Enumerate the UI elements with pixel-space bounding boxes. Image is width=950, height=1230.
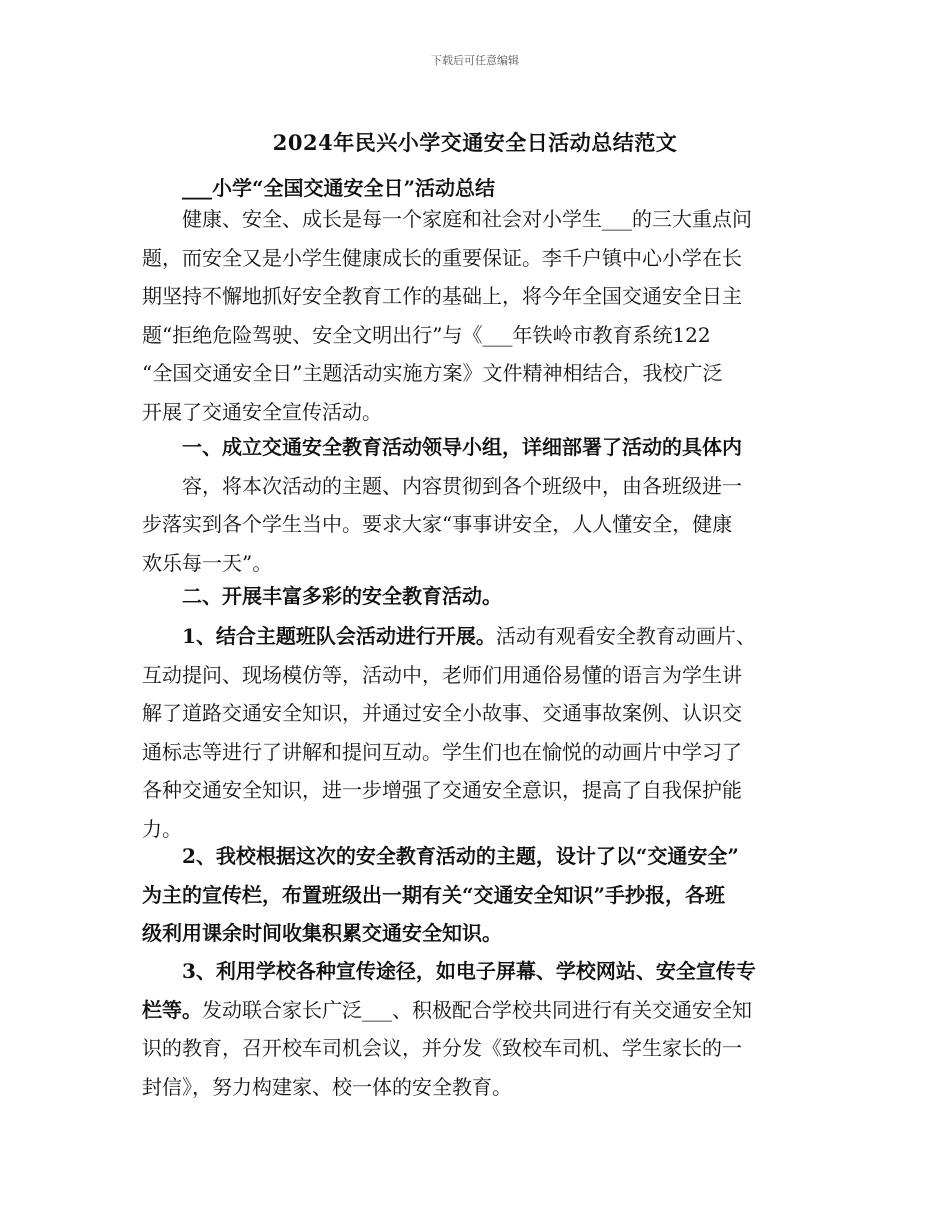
section-one bbox=[142, 428, 810, 582]
item-one bbox=[142, 617, 810, 848]
text-line: 2、我校根据这次的安全教育活动的主题，设计了以“交通安全” bbox=[182, 844, 739, 868]
text-line: 通标志等进行了讲解和提问互动。学生们也在愉悦的动画片中学习了 bbox=[142, 739, 742, 764]
text-line: 题，而安全又是小学生健康成长的重要保证。李千户镇中心小学在长 bbox=[142, 245, 742, 270]
text-line: 封信》，努力构建家、校一体的安全教育。 bbox=[142, 1074, 512, 1099]
section-two bbox=[142, 577, 810, 616]
text-line: 识的教育，召开校车司机会议，并分发《致校车司机、学生家长的一 bbox=[142, 1036, 742, 1060]
text-line: 级利用课余时间收集积累交通安全知识。 bbox=[142, 921, 502, 945]
document-title: 2024年民兴小学交通安全日活动总结范文 bbox=[272, 130, 678, 155]
section-heading: 一、成立交通安全教育活动领导小组，详细部署了活动的具体内 bbox=[182, 435, 742, 459]
text-line: 力。 bbox=[142, 816, 182, 841]
item-lead: 1、结合主题班队会活动进行开展。 bbox=[182, 624, 496, 648]
text-line: 为主的宣传栏，布置班级出一期有关“交通安全知识”手抄报，各班 bbox=[142, 882, 726, 907]
text-line: 各种交通安全知识，进一步增强了交通安全意识，提高了自我保护能 bbox=[142, 778, 742, 802]
text-line: 容，将本次活动的主题、内容贯彻到各个班级中，由各班级进一 bbox=[182, 473, 742, 498]
text-line: “全国交通安全日”主题活动实施方案》文件精神相结合，我校广泛 bbox=[142, 361, 723, 385]
text-line: 欢乐每一天”。 bbox=[142, 550, 273, 575]
section-heading: 二、开展丰富多彩的安全教育活动。 bbox=[182, 584, 502, 608]
text-line: 活动有观看安全教育动画片、 bbox=[495, 624, 756, 648]
document-subtitle: ___小学“全国交通安全日”活动总结 bbox=[182, 176, 496, 200]
item-three bbox=[142, 952, 810, 1106]
item-lead: 3、利用学校各种宣传途径，如电子屏幕、学校网站、安全宣传专 bbox=[182, 959, 756, 983]
text-line: 健康、安全、成长是每一个家庭和社会对小学生___的三大重点问 bbox=[182, 207, 752, 231]
paragraph-intro bbox=[142, 200, 810, 431]
item-two bbox=[142, 837, 810, 953]
page-header-note: 下载后可任意编辑 bbox=[431, 54, 519, 67]
text-line: 开展了交通安全宣传活动。 bbox=[142, 399, 382, 424]
text-line: 互动提问、现场模仿等，活动中，老师们用通俗易懂的语言为学生讲 bbox=[142, 662, 742, 687]
text-line: 期坚持不懈地抓好安全教育工作的基础上，将今年全国交通安全日主 bbox=[142, 284, 742, 308]
text-line: 步落实到各个学生当中。要求大家“事事讲安全，人人懂安全，健康 bbox=[142, 512, 733, 536]
text-line: 题“拒绝危险驾驶、安全文明出行”与《___年铁岭市教育系统122 bbox=[142, 322, 711, 347]
text-line: 解了道路交通安全知识，并通过安全小故事、交通事故案例、认识交 bbox=[142, 701, 742, 725]
text-line: 发动联合家长广泛___、积极配合学校共同进行有关交通安全知 bbox=[202, 997, 752, 1022]
item-lead: 栏等。 bbox=[142, 997, 202, 1022]
